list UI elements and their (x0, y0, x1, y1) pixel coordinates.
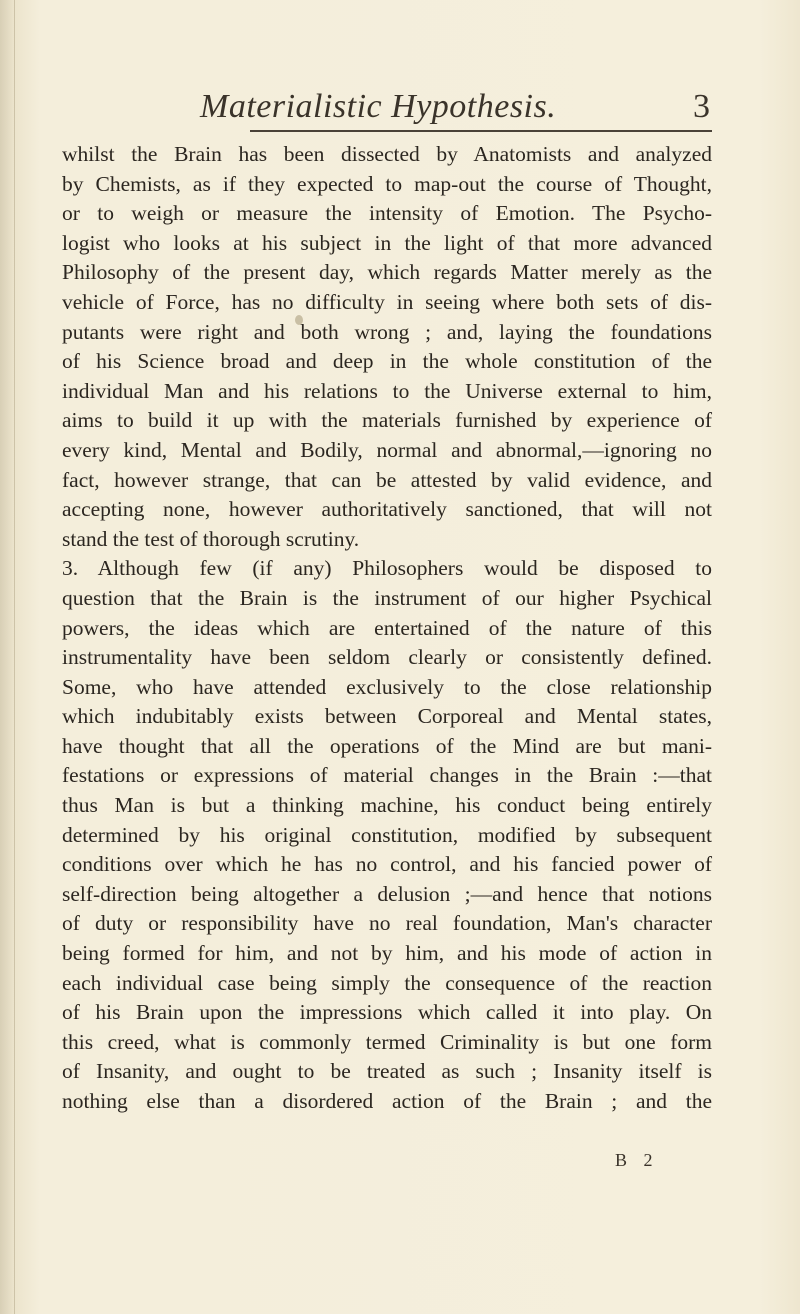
text-line: this creed, what is commonly termed Criminality is but one form (62, 1029, 712, 1054)
text-line: question that the Brain is the instrument of our higher Psychical (62, 585, 712, 610)
header-rule (250, 130, 712, 132)
signature-mark: B 2 (615, 1150, 659, 1170)
text-line: aims to build it up with the materials furnished by experience of (62, 408, 712, 433)
body-text (62, 140, 712, 1117)
text-line: Some, who have attended exclusively to the close relationship (62, 674, 712, 699)
text-line: vehicle of Force, has no difficulty in seeing where both sets of dis- (62, 289, 712, 314)
paragraph-start-line: 3. Although few (if any) Philosophers would be disposed to (62, 556, 712, 581)
page-number: 3 (693, 88, 710, 125)
running-title: Materialistic Hypothesis. (200, 88, 557, 125)
running-head (200, 88, 710, 132)
text-line: putants were right and both wrong ; and, laying the foundations (62, 319, 712, 344)
text-line: which indubitably exists between Corporeal and Mental states, (62, 704, 712, 729)
text-line: individual Man and his relations to the Universe external to him, (62, 378, 712, 403)
text-line: whilst the Brain has been dissected by Anatomists and analyzed (62, 142, 712, 166)
text-line: thus Man is but a thinking machine, his conduct being entirely (62, 793, 712, 818)
text-line: festations or expressions of material changes in the Brain :—that (62, 763, 712, 788)
text-line: of duty or responsibility have no real foundation, Man's character (62, 911, 712, 936)
text-line: determined by his original constitution, modified by subsequent (62, 822, 712, 847)
text-line: of Insanity, and ought to be treated as such ; Insanity itself is (62, 1059, 712, 1084)
text-line: each individual case being simply the consequence of the reaction (62, 970, 712, 995)
text-line: being formed for him, and not by him, and his mode of action in (62, 941, 712, 966)
text-line: self-direction being altogether a delusion ;—and hence that notions (62, 881, 712, 906)
text-line: logist who looks at his subject in the light of that more advanced (62, 230, 712, 255)
text-line: nothing else than a disordered action of the Brain ; and the (62, 1089, 712, 1113)
text-line: of his Brain upon the impressions which called it into play. On (62, 1000, 712, 1025)
text-line: or to weigh or measure the intensity of Emotion. The Psycho- (62, 201, 712, 226)
text-line: powers, the ideas which are entertained of the nature of this (62, 615, 712, 640)
text-line: instrumentality have been seldom clearly or consistently defined. (62, 645, 712, 670)
text-line: by Chemists, as if they expected to map-out the course of Thought, (62, 171, 712, 196)
text-line: of his Science broad and deep in the whole constitution of the (62, 349, 712, 374)
page-binding-edge (14, 0, 15, 1314)
text-line: stand the test of thorough scrutiny. (62, 526, 360, 551)
text-line: Philosophy of the present day, which regards Matter merely as the (62, 260, 712, 285)
text-line: every kind, Mental and Bodily, normal and abnormal,—ignoring no (62, 437, 712, 462)
text-line: conditions over which he has no control, and his fancied power of (62, 852, 712, 877)
text-line: accepting none, however authoritatively sanctioned, that will not (62, 497, 712, 522)
text-line: have thought that all the operations of the Mind are but mani- (62, 733, 712, 758)
text-line: fact, however strange, that can be attested by valid evidence, and (62, 467, 712, 492)
